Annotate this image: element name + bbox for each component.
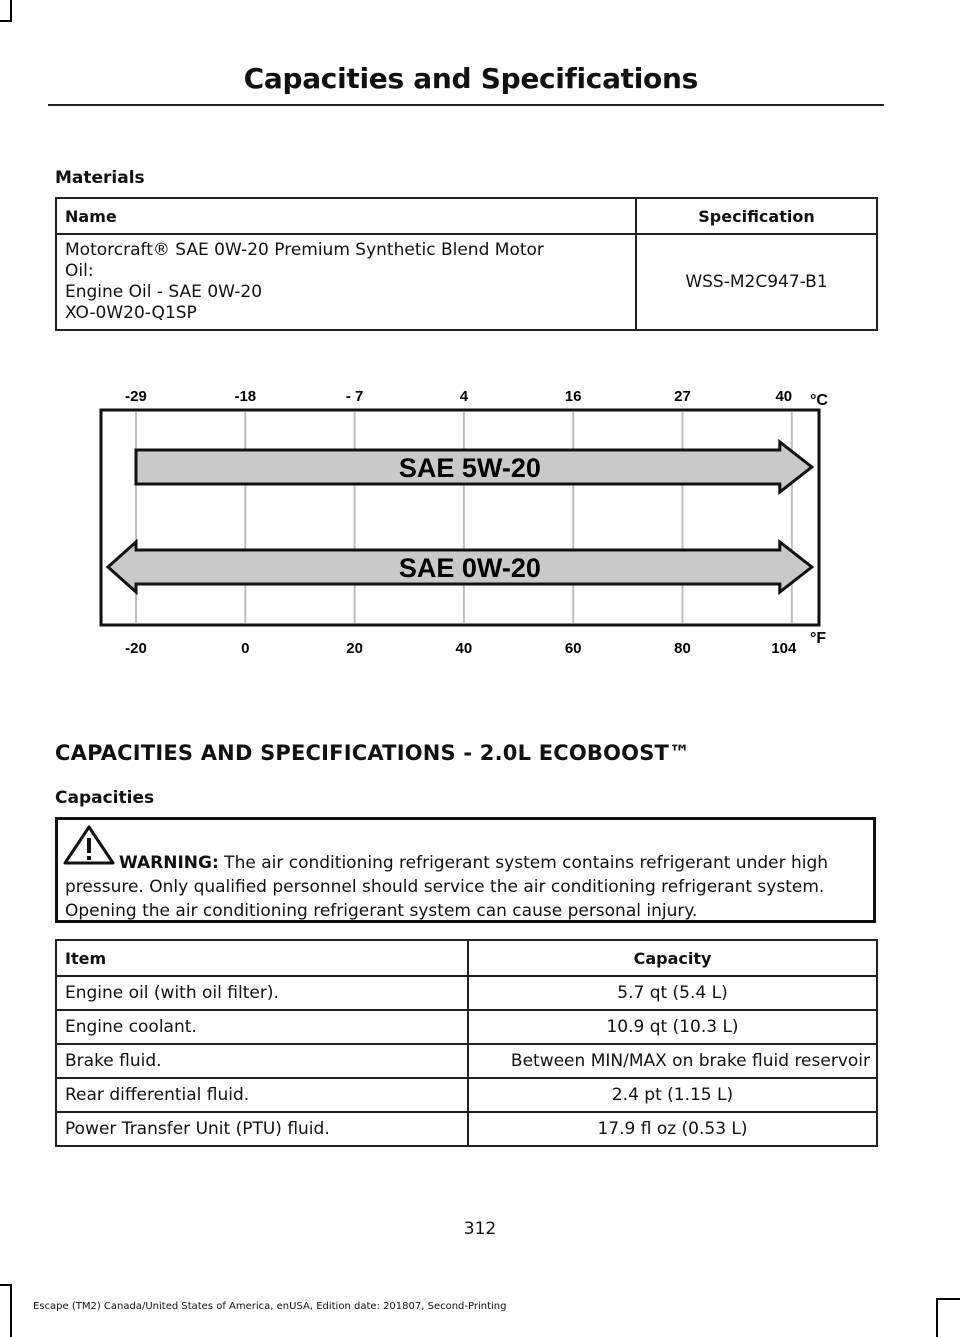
celsius-tick-label: -29 [125, 388, 147, 405]
table-row [56, 976, 877, 1010]
crop-mark [936, 1298, 960, 1300]
fahrenheit-tick-label: 80 [674, 640, 691, 657]
fahrenheit-unit-label: °F [810, 630, 827, 647]
oil-name-cell [56, 234, 636, 330]
fahrenheit-tick-labels [125, 640, 797, 657]
section-heading: CAPACITIES AND SPECIFICATIONS - 2.0L ECOBOOST™ [55, 741, 691, 765]
chart-frame [101, 410, 819, 625]
item-cell: Rear differential fluid. [56, 1078, 468, 1112]
table-header-row [56, 940, 877, 976]
oil-name-line: Engine Oil - SAE 0W-20 [65, 282, 263, 302]
oil-name-line: XO-0W20-Q1SP [65, 303, 197, 323]
capacity-cell: 10.9 qt (10.3 L) [468, 1010, 877, 1044]
page-title: Capacities and Specifications [243, 62, 698, 95]
fahrenheit-tick-label: 104 [771, 640, 797, 657]
table-row [56, 1044, 877, 1078]
celsius-tick-label: 40 [775, 388, 793, 405]
fahrenheit-tick-label: 60 [564, 640, 582, 657]
fahrenheit-tick-label: -20 [125, 640, 147, 657]
oil-viscosity-chart [95, 378, 840, 663]
item-cell: Power Transfer Unit (PTU) fluid. [56, 1112, 468, 1146]
celsius-unit-label: °C [810, 392, 828, 409]
column-header-capacity: Capacity [468, 940, 877, 976]
celsius-tick-label: - 7 [345, 388, 364, 405]
materials-label: Materials [55, 168, 145, 188]
table-row [56, 1010, 877, 1044]
fahrenheit-tick-label: 0 [241, 640, 250, 657]
warning-lead: WARNING: [119, 853, 219, 873]
celsius-tick-label: 27 [674, 388, 691, 405]
celsius-tick-label: -18 [234, 388, 257, 405]
title-divider [48, 104, 884, 106]
item-cell: Brake fluid. [56, 1044, 468, 1078]
column-header-name: Name [56, 198, 636, 234]
celsius-tick-label: 4 [459, 388, 469, 405]
warning-box [55, 817, 876, 923]
table-row [56, 234, 877, 330]
column-header-item: Item [56, 940, 468, 976]
warning-body: The air conditioning refrigerant system contains refrigerant under high pressure. Only qualified personnel should service the air conditioning refrigerant system. Opening the air conditioning refrigerant system can cause personal injury. [65, 853, 829, 921]
edition-footer: Escape (TM2) Canada/United States of America, enUSA, Edition date: 201807, Second-Printing [33, 1301, 507, 1312]
oil-name-line: Motorcraft® SAE 0W-20 Premium Synthetic Blend Motor [65, 240, 544, 260]
column-header-specification: Specification [636, 198, 877, 234]
chart-gridlines [136, 412, 792, 623]
series-label: SAE 0W-20 [398, 553, 541, 583]
table-row [56, 1112, 877, 1146]
item-cell: Engine oil (with oil filter). [56, 976, 468, 1010]
table-row [56, 1078, 877, 1112]
capacity-cell: 5.7 qt (5.4 L) [468, 976, 877, 1010]
table-header-row [56, 198, 877, 234]
capacity-cell: 2.4 pt (1.15 L) [468, 1078, 877, 1112]
crop-mark [0, 1284, 12, 1286]
crop-mark [936, 1298, 938, 1337]
warning-text [65, 851, 870, 923]
celsius-tick-label: 16 [564, 388, 582, 405]
crop-mark [10, 0, 12, 22]
fahrenheit-tick-label: 40 [455, 640, 473, 657]
capacity-cell: Between MIN/MAX on brake fluid reservoir [468, 1044, 877, 1078]
page-number: 312 [463, 1219, 497, 1239]
crop-mark [10, 1284, 12, 1337]
capacity-cell: 17.9 fl oz (0.53 L) [468, 1112, 877, 1146]
item-cell: Engine coolant. [56, 1010, 468, 1044]
crop-mark [0, 20, 12, 22]
chart-series [108, 442, 812, 592]
celsius-tick-labels [125, 388, 792, 405]
series-label: SAE 5W-20 [398, 453, 541, 483]
materials-table [55, 197, 878, 331]
oil-specification-cell: WSS-M2C947-B1 [636, 234, 877, 330]
capacities-label: Capacities [55, 788, 155, 808]
capacities-table [55, 939, 878, 1147]
oil-name-line: Oil: [65, 261, 94, 281]
fahrenheit-tick-label: 20 [346, 640, 363, 657]
